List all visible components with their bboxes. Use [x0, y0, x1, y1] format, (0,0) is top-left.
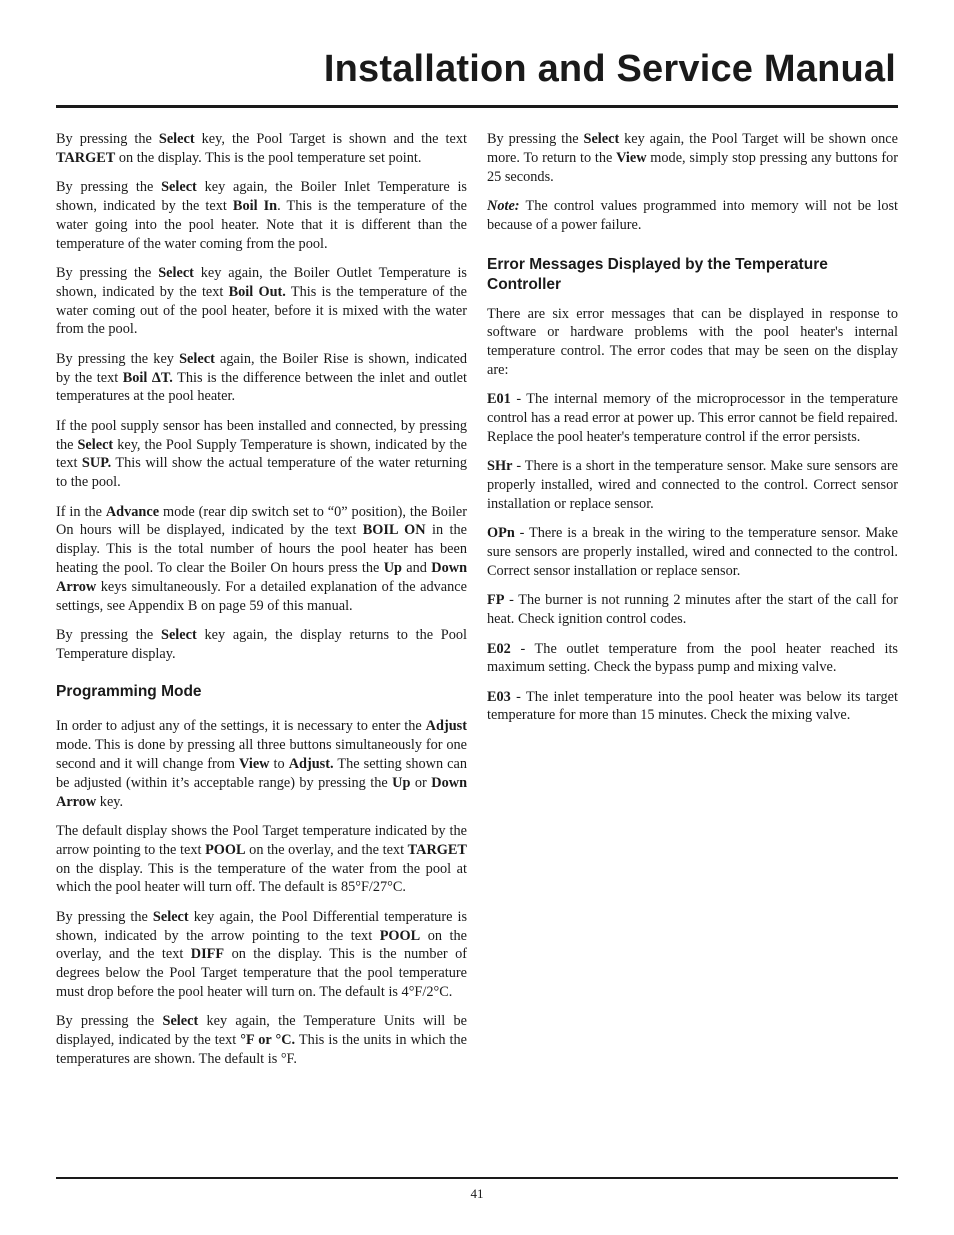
error-code: SHr: [487, 458, 513, 475]
paragraph-boiler-inlet: By pressing the Select key again, the Boiler Inlet Temperature is shown, indicated by the text Boil In. This is the temperature of the water going into the pool heater. Note that it is different than the temperature of the water coming from the pool.: [56, 179, 467, 252]
paragraph-error-intro: There are six error messages that can be displayed in response to software or hardware problems with the pool heater's internal temperature control. The error codes that may be seen on the display are:: [487, 305, 898, 378]
error-code: E01: [487, 391, 511, 408]
paragraph-pool-target: By pressing the Select key, the Pool Target is shown and the text TARGET on the display. This is the pool temperature set point.: [56, 131, 467, 166]
paragraph-default-display: The default display shows the Pool Target temperature indicated by the arrow pointing to the text POOL on the overlay, and the text TARGET on the display. This is the temperature of the water from the pool at which the pool heater will turn off. The default is 85°F/27°C.: [56, 823, 467, 896]
error-code: FP: [487, 592, 505, 609]
error-item-shr: SHr - There is a short in the temperature sensor. Make sure sensors are properly installed, wired and connected to the control. Correct sensor installation or replace sensor.: [487, 458, 898, 512]
left-column: [56, 130, 467, 1079]
error-code: OPn: [487, 525, 515, 542]
paragraph-pool-differential: By pressing the Select key again, the Pool Differential temperature is shown, indicated by the arrow pointing to the text POOL on the overlay, and the text DIFF on the display. This is the number of degrees below the Pool Target temperature that the pool temperature must drop before the pool heater will turn on. The default is 4°F/2°C.: [56, 908, 468, 1001]
note-label: Note:: [487, 197, 520, 214]
paragraph-display-returns: By pressing the Select key again, the display returns to the Pool Temperature display.: [56, 626, 468, 662]
paragraph-adjust-mode: In order to adjust any of the settings, it is necessary to enter the Adjust mode. This is done by pressing all three buttons simultaneously for one second and it will change from View to Adjust. The setting shown can be adjusted (within it’s acceptable range) by pressing the Up or Down Arrow key.: [56, 718, 468, 810]
paragraph-boiler-on-hours: If in the Advance mode (rear dip switch set to “0” position), the Boiler On hours will be displayed, indicated by the text BOIL ON in the display. This is the total number of hours the pool heater has been heating the pool. To clear the Boiler On hours press the Up and Down Arrow keys simultaneously. For a detailed explanation of the advance settings, see Appendix B on page 59 of this manual.: [56, 503, 468, 614]
error-code: E03: [487, 688, 511, 705]
error-item-e01: E01 - The internal memory of the microprocessor in the temperature control has a read error at power up. This error cannot be field repaired. Replace the pool heater's temperature control if the error persists.: [487, 391, 898, 445]
right-column: [487, 130, 898, 736]
paragraph-pool-supply: If the pool supply sensor has been installed and connected, by pressing the Select key, the Pool Supply Temperature is shown, indicated by the text SUP. This will show the actual temperature of the water returning to the pool.: [56, 417, 467, 491]
page-number: 41: [470, 1186, 484, 1201]
error-code: E02: [487, 640, 511, 657]
paragraph-return-view: By pressing the Select key again, the Pool Target will be shown once more. To return to the View mode, simply stop pressing any buttons for 25 seconds.: [487, 131, 898, 185]
error-item-e02: E02 - The outlet temperature from the pool heater reached its maximum setting. Check the bypass pump and mixing valve.: [487, 640, 898, 676]
section-heading-programming-mode: Programming Mode: [56, 683, 202, 701]
header-rule: [56, 105, 898, 108]
page-title: Installation and Service Manual: [323, 48, 896, 90]
paragraph-boiler-outlet: By pressing the Select key again, the Boiler Outlet Temperature is shown, indicated by the text Boil Out. This is the temperature of the water coming out of the pool heater, before it is mixed with the water from the pool.: [56, 264, 467, 338]
error-item-e03: E03 - The inlet temperature into the pool heater was below its target temperature for more than 15 minutes. Check the mixing valve.: [487, 688, 898, 724]
paragraph-note: Note: The control values programmed into memory will not be lost because of a power failure.: [487, 197, 898, 233]
paragraph-boiler-rise: By pressing the key Select again, the Boiler Rise is shown, indicated by the text Boil ΔT. This is the difference between the inlet and outlet temperatures at the pool heater.: [56, 350, 467, 405]
footer-rule: [56, 1177, 898, 1179]
paragraph-temperature-units: By pressing the Select key again, the Temperature Units will be displayed, indicated by the text °F or °C. This is the units in which the temperatures are shown. The default is °F.: [56, 1013, 468, 1068]
error-item-fp: FP - The burner is not running 2 minutes after the start of the call for heat. Check ignition control codes.: [487, 592, 898, 628]
section-heading-error-messages: Error Messages Displayed by the Temperature Controller: [487, 255, 828, 293]
error-item-opn: OPn - There is a break in the wiring to the temperature sensor. Make sure sensors are properly installed, wired and connected to the control. Correct sensor installation or replace sensor.: [487, 525, 898, 579]
